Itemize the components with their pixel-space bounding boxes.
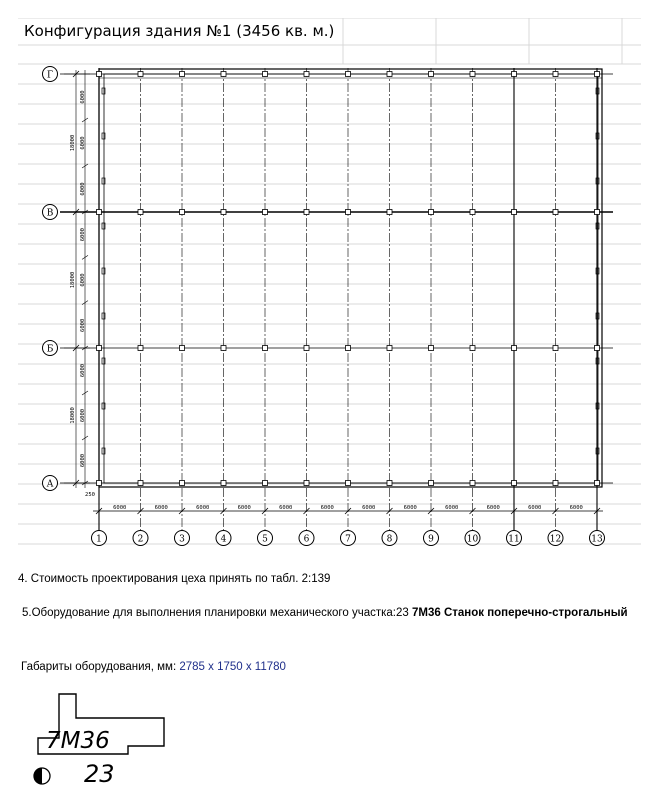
column-marker bbox=[512, 481, 517, 486]
column-marker bbox=[470, 481, 475, 486]
row-sub-spacing-label: 6000 bbox=[80, 273, 86, 287]
column-spacing-label: 6000 bbox=[569, 505, 583, 511]
column-spacing-label: 6000 bbox=[237, 505, 251, 511]
column-marker bbox=[429, 72, 434, 77]
column-marker bbox=[429, 346, 434, 351]
symbol-model: 7М36 bbox=[46, 728, 110, 754]
row-span-label: 18000 bbox=[70, 271, 76, 289]
column-marker bbox=[470, 72, 475, 77]
column-marker bbox=[512, 346, 517, 351]
equipment-symbol bbox=[28, 692, 173, 792]
wall-post bbox=[102, 178, 105, 184]
column-spacing-label: 6000 bbox=[279, 505, 293, 511]
column-marker bbox=[512, 72, 517, 77]
column-marker bbox=[138, 346, 143, 351]
column-spacing-label: 6000 bbox=[113, 505, 127, 511]
column-marker bbox=[553, 481, 558, 486]
column-axis-label: 1 bbox=[96, 534, 102, 545]
column-marker bbox=[263, 481, 268, 486]
column-marker bbox=[387, 481, 392, 486]
dimensions-label: Габариты оборудования, мм: bbox=[21, 661, 180, 673]
wall-post bbox=[102, 313, 105, 319]
column-marker bbox=[97, 481, 102, 486]
column-marker bbox=[595, 481, 600, 486]
row-axis-label: Б bbox=[46, 344, 54, 355]
dimensions-text bbox=[21, 658, 646, 677]
column-spacing-label: 6000 bbox=[486, 505, 500, 511]
row-sub-spacing-label: 6000 bbox=[80, 318, 86, 332]
column-spacing-label: 6000 bbox=[196, 505, 210, 511]
wall-post bbox=[102, 88, 105, 94]
corner-offset-label: 250 bbox=[85, 492, 95, 498]
sheet-title: Конфигурация здания №1 (3456 кв. м.) bbox=[24, 22, 335, 40]
wall-post bbox=[102, 358, 105, 364]
column-marker bbox=[221, 481, 226, 486]
column-axis-label: 9 bbox=[428, 534, 434, 545]
wall-post bbox=[102, 448, 105, 454]
column-marker bbox=[304, 72, 309, 77]
column-spacing-label: 6000 bbox=[528, 505, 542, 511]
column-marker bbox=[346, 210, 351, 215]
column-marker bbox=[470, 210, 475, 215]
row-sub-spacing-label: 6000 bbox=[80, 136, 86, 150]
column-marker bbox=[595, 72, 600, 77]
column-axis-label: 10 bbox=[466, 534, 479, 545]
column-marker bbox=[553, 346, 558, 351]
column-marker bbox=[512, 210, 517, 215]
item-4-text: 4. Стоимость проектирования цеха принять по табл. 2:139 bbox=[18, 573, 331, 585]
spreadsheet-area bbox=[18, 18, 641, 556]
column-marker bbox=[553, 210, 558, 215]
item-5-text bbox=[22, 604, 647, 623]
column-spacing-label: 6000 bbox=[403, 505, 417, 511]
column-marker bbox=[470, 346, 475, 351]
column-spacing-label: 6000 bbox=[362, 505, 376, 511]
column-marker bbox=[138, 481, 143, 486]
power-half-fill bbox=[34, 768, 42, 784]
column-marker bbox=[97, 72, 102, 77]
item-5-machine: 7М36 Станок поперечно-строгальный bbox=[411, 607, 628, 619]
row-sub-spacing-label: 6000 bbox=[80, 90, 86, 104]
column-axis-label: 11 bbox=[508, 534, 520, 545]
column-marker bbox=[180, 72, 185, 77]
wall-post bbox=[102, 223, 105, 229]
building-plan-drawing bbox=[18, 18, 641, 556]
building-outline-inner bbox=[104, 74, 598, 483]
column-marker bbox=[138, 210, 143, 215]
column-spacing-label: 6000 bbox=[320, 505, 334, 511]
item-5-prefix: 5.Оборудование для выполнения планировки механического участка:23 bbox=[22, 607, 412, 619]
row-sub-spacing-label: 6000 bbox=[80, 228, 86, 242]
column-marker bbox=[180, 210, 185, 215]
column-marker bbox=[221, 346, 226, 351]
column-marker bbox=[138, 72, 143, 77]
column-marker bbox=[304, 346, 309, 351]
column-axis-label: 5 bbox=[262, 534, 268, 545]
row-sub-spacing-label: 6000 bbox=[80, 408, 86, 423]
wall-post bbox=[102, 268, 105, 274]
row-axis-label: Г bbox=[47, 70, 53, 81]
row-sub-spacing-label: 6000 bbox=[80, 182, 86, 196]
column-axis-label: 7 bbox=[345, 534, 351, 545]
building-outline bbox=[99, 69, 602, 487]
column-marker bbox=[221, 210, 226, 215]
column-axis-label: 2 bbox=[137, 534, 144, 545]
column-marker bbox=[387, 210, 392, 215]
column-axis-label: 13 bbox=[591, 534, 603, 545]
column-axis-label: 8 bbox=[386, 534, 393, 545]
row-span-label: 18000 bbox=[70, 134, 76, 152]
column-marker bbox=[304, 210, 309, 215]
column-marker bbox=[387, 346, 392, 351]
column-marker bbox=[387, 72, 392, 77]
column-marker bbox=[263, 72, 268, 77]
row-sub-spacing-label: 6000 bbox=[80, 453, 86, 468]
row-axis-label: В bbox=[46, 208, 54, 219]
wall-post bbox=[102, 133, 105, 139]
column-marker bbox=[304, 481, 309, 486]
column-axis-label: 4 bbox=[220, 534, 227, 545]
column-axis-label: 6 bbox=[303, 534, 310, 545]
row-sub-spacing-label: 6000 bbox=[80, 363, 86, 378]
column-marker bbox=[595, 346, 600, 351]
dimensions-value: 2785 х 1750 х 11780 bbox=[179, 661, 286, 673]
symbol-number: 23 bbox=[84, 760, 115, 788]
column-marker bbox=[429, 481, 434, 486]
row-span-label: 18000 bbox=[70, 407, 76, 424]
column-axis-label: 12 bbox=[549, 534, 562, 545]
column-marker bbox=[429, 210, 434, 215]
wall-post bbox=[102, 403, 105, 409]
column-axis-label: 3 bbox=[179, 534, 185, 545]
row-axis-label: А bbox=[46, 479, 54, 490]
column-marker bbox=[221, 72, 226, 77]
column-marker bbox=[97, 346, 102, 351]
column-marker bbox=[595, 210, 600, 215]
column-marker bbox=[263, 346, 268, 351]
column-marker bbox=[180, 481, 185, 486]
column-spacing-label: 6000 bbox=[445, 505, 459, 511]
column-marker bbox=[97, 210, 102, 215]
column-marker bbox=[553, 72, 558, 77]
column-marker bbox=[346, 481, 351, 486]
column-marker bbox=[180, 346, 185, 351]
column-marker bbox=[346, 346, 351, 351]
column-marker bbox=[346, 72, 351, 77]
column-marker bbox=[263, 210, 268, 215]
column-spacing-label: 6000 bbox=[154, 505, 168, 511]
